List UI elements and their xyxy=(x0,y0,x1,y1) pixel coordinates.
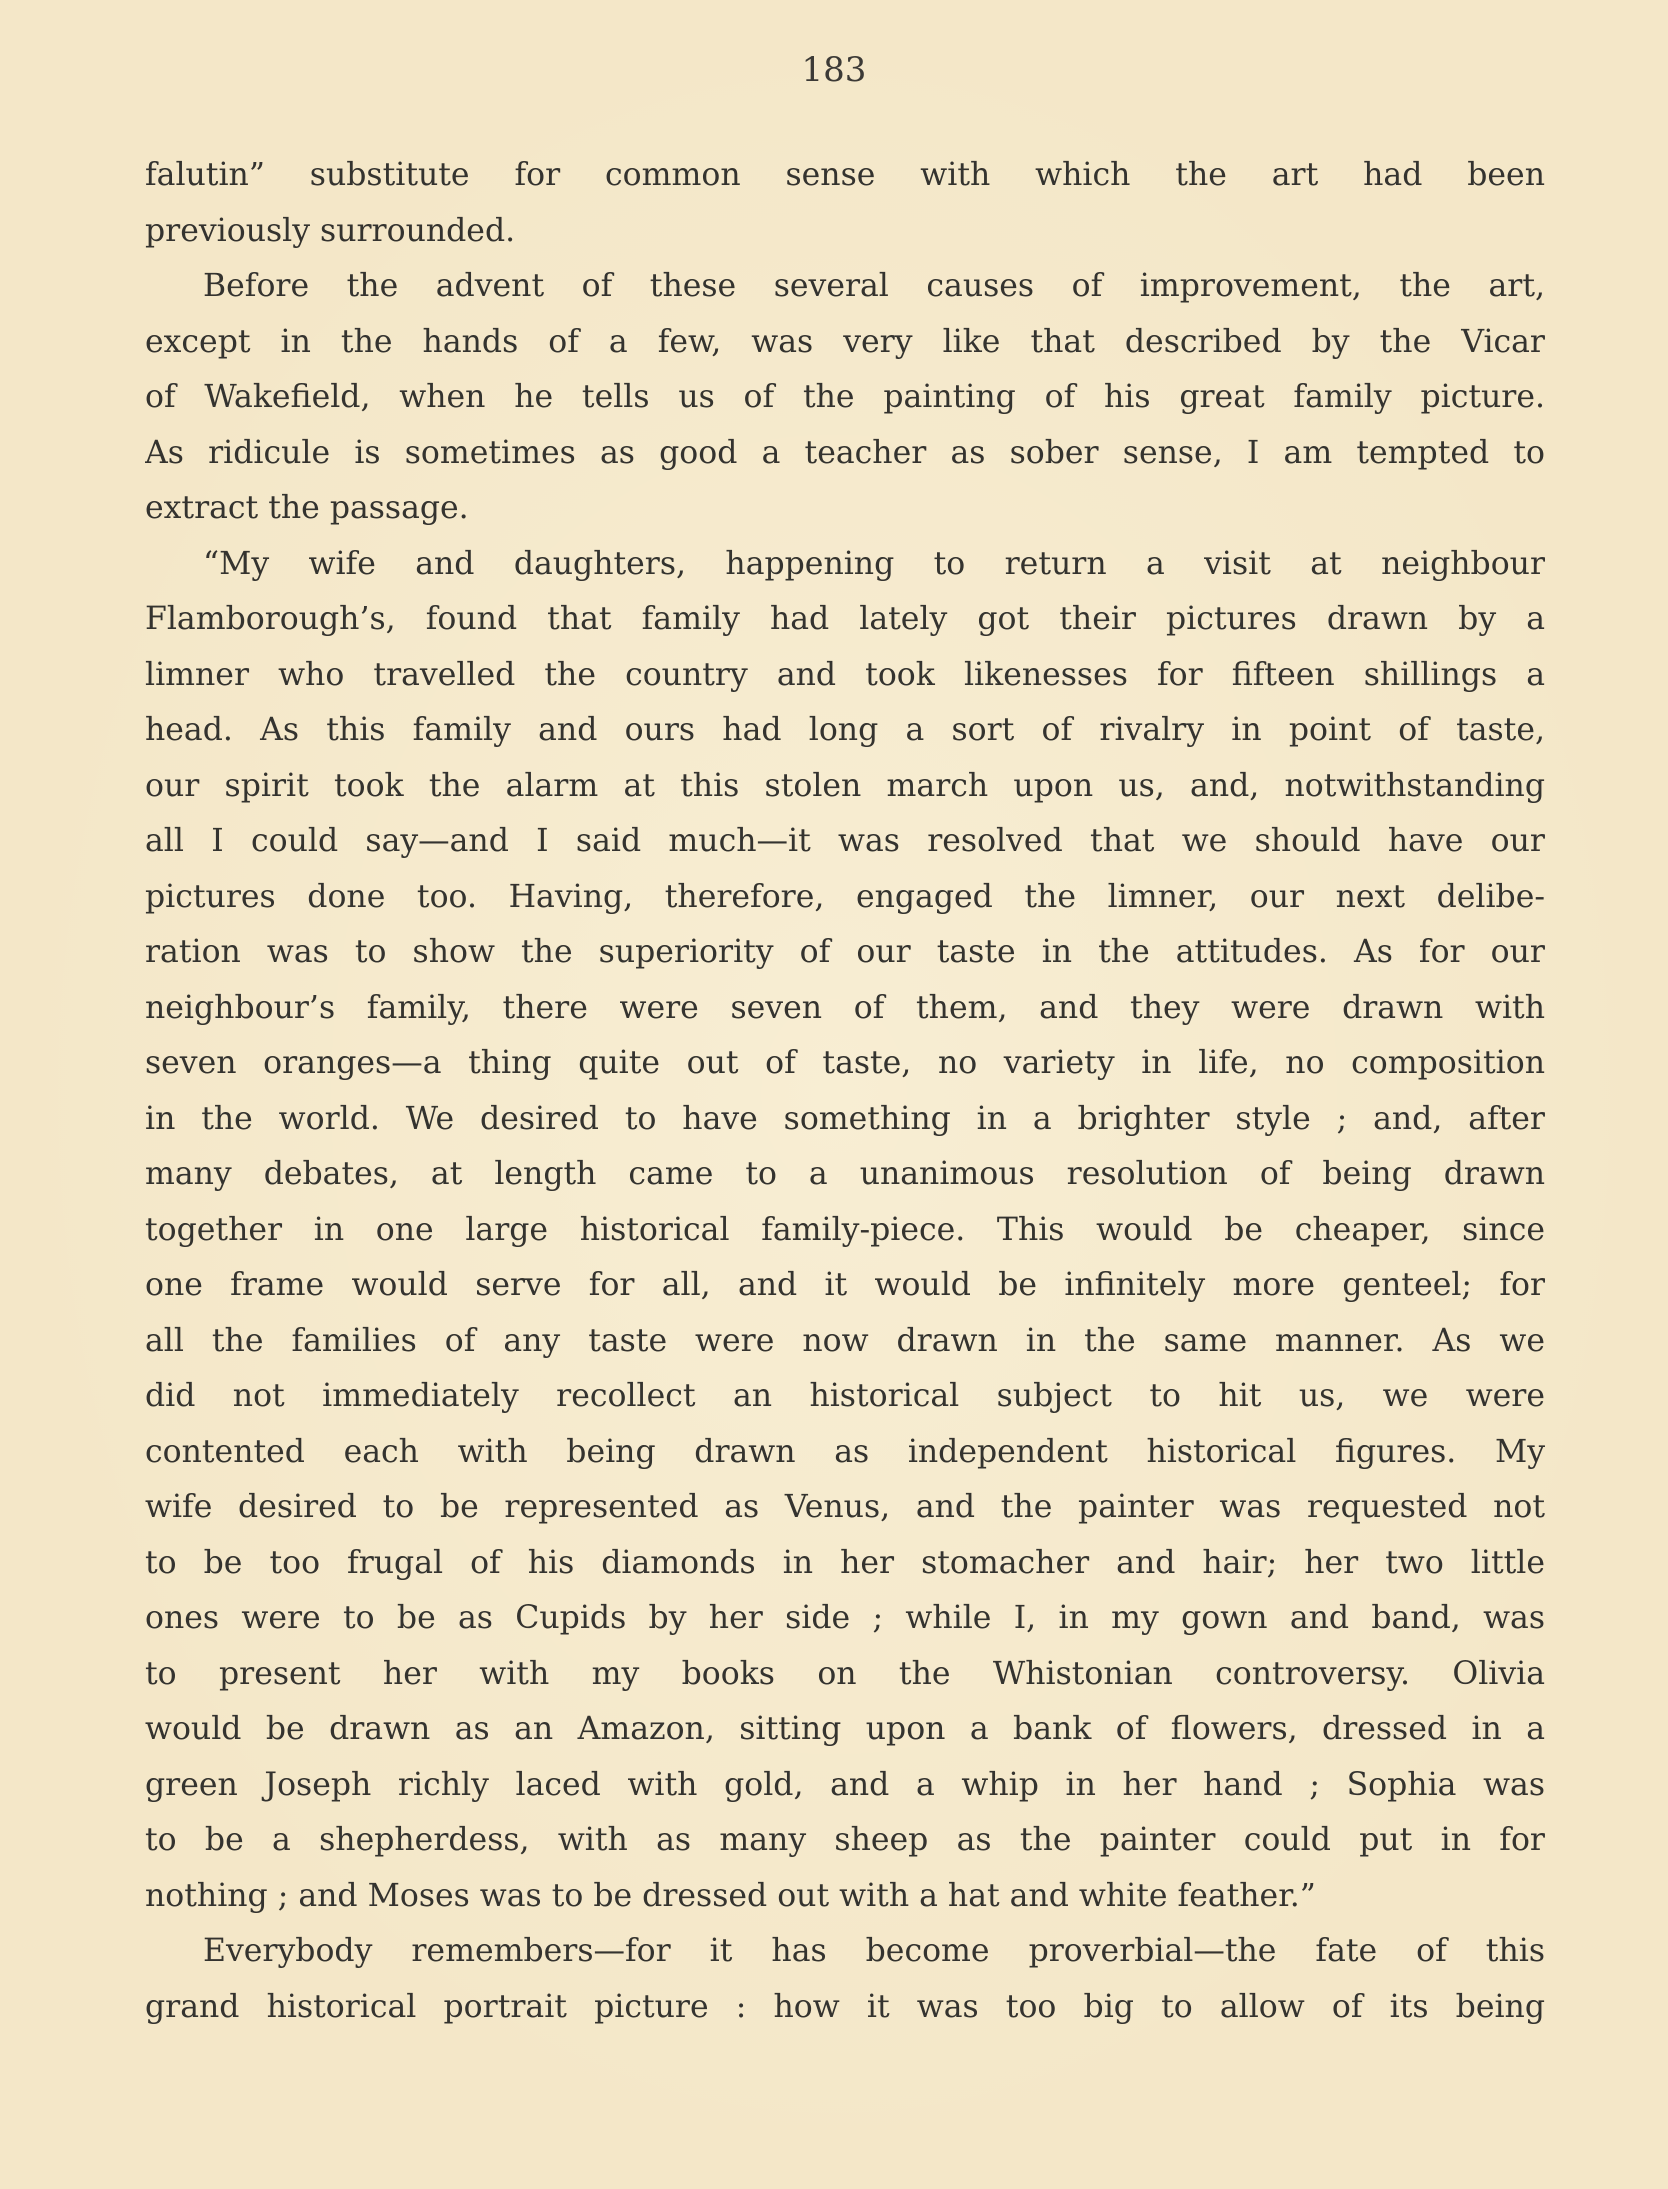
text-line: our spirit took the alarm at this stolen march upon us, and, notwithstanding xyxy=(145,767,1545,804)
text-line: grand historical portrait picture : how it was too big to allow of its being xyxy=(145,1988,1545,2025)
text-line: Flamborough’s, found that family had lately got their pictures drawn by a xyxy=(145,601,1545,637)
text-line: extract the passage. xyxy=(145,490,469,526)
text-line: all the families of any taste were now drawn in the same manner. As we xyxy=(145,1322,1545,1359)
text-line: limner who travelled the country and took likenesses for fifteen shillings a xyxy=(145,656,1545,693)
text-line: to be a shepherdess, with as many sheep as the painter could put in for xyxy=(145,1822,1545,1858)
text-line: green Joseph richly laced with gold, and a whip in her hand ; Sophia was xyxy=(145,1766,1545,1803)
text-line: nothing ; and Moses was to be dressed out with a hat and white feather.” xyxy=(145,1877,1316,1914)
text-line: seven oranges—a thing quite out of taste, no variety in life, no composition xyxy=(145,1045,1545,1081)
text-line: contented each with being drawn as independent historical figures. My xyxy=(145,1433,1545,1470)
text-line: did not immediately recollect an historical subject to hit us, we were xyxy=(145,1378,1545,1414)
text-line: except in the hands of a few, was very like that described by the Vicar xyxy=(145,323,1545,360)
text-line: ones were to be as Cupids by her side ; while I, in my gown and band, was xyxy=(145,1600,1545,1636)
text-line: head. As this family and ours had long a sort of rivalry in point of taste, xyxy=(145,712,1545,748)
text-line: to be too frugal of his diamonds in her stomacher and hair; her two little xyxy=(145,1544,1545,1581)
text-line: wife desired to be represented as Venus, and the painter was requested not xyxy=(145,1489,1545,1525)
text-line: to present her with my books on the Whistonian controversy. Olivia xyxy=(145,1655,1545,1692)
text-line: in the world. We desired to have something in a brighter style ; and, after xyxy=(145,1100,1545,1137)
text-line: many debates, at length came to a unanimous resolution of being drawn xyxy=(145,1156,1545,1192)
text-line: As ridicule is sometimes as good a teacher as sober sense, I am tempted to xyxy=(145,434,1545,471)
text-line: would be drawn as an Amazon, sitting upon a bank of flowers, dressed in a xyxy=(145,1711,1545,1747)
text-line: Everybody remembers—for it has become proverbial—the fate of this xyxy=(203,1933,1545,1969)
text-line: of Wakefield, when he tells us of the painting of his great family picture. xyxy=(145,379,1545,415)
text-line: pictures done too. Having, therefore, engaged the limner, our next delibe- xyxy=(145,878,1545,915)
text-line: “My wife and daughters, happening to return a visit at neighbour xyxy=(203,545,1545,582)
page-number: 183 xyxy=(801,50,867,90)
text-line: Before the advent of these several causes of improvement, the art, xyxy=(203,268,1545,304)
text-line: together in one large historical family-piece. This would be cheaper, since xyxy=(145,1211,1545,1248)
body-text xyxy=(145,148,1545,2035)
text-line: neighbour’s family, there were seven of them, and they were drawn with xyxy=(145,989,1545,1026)
text-line: one frame would serve for all, and it would be infinitely more genteel; for xyxy=(145,1267,1545,1303)
text-line: all I could say—and I said much—it was resolved that we should have our xyxy=(145,823,1545,859)
text-line: ration was to show the superiority of our taste in the attitudes. As for our xyxy=(145,934,1545,970)
text-line: falutin” substitute for common sense with which the art had been xyxy=(145,157,1545,193)
text-line: previously surrounded. xyxy=(145,212,516,249)
